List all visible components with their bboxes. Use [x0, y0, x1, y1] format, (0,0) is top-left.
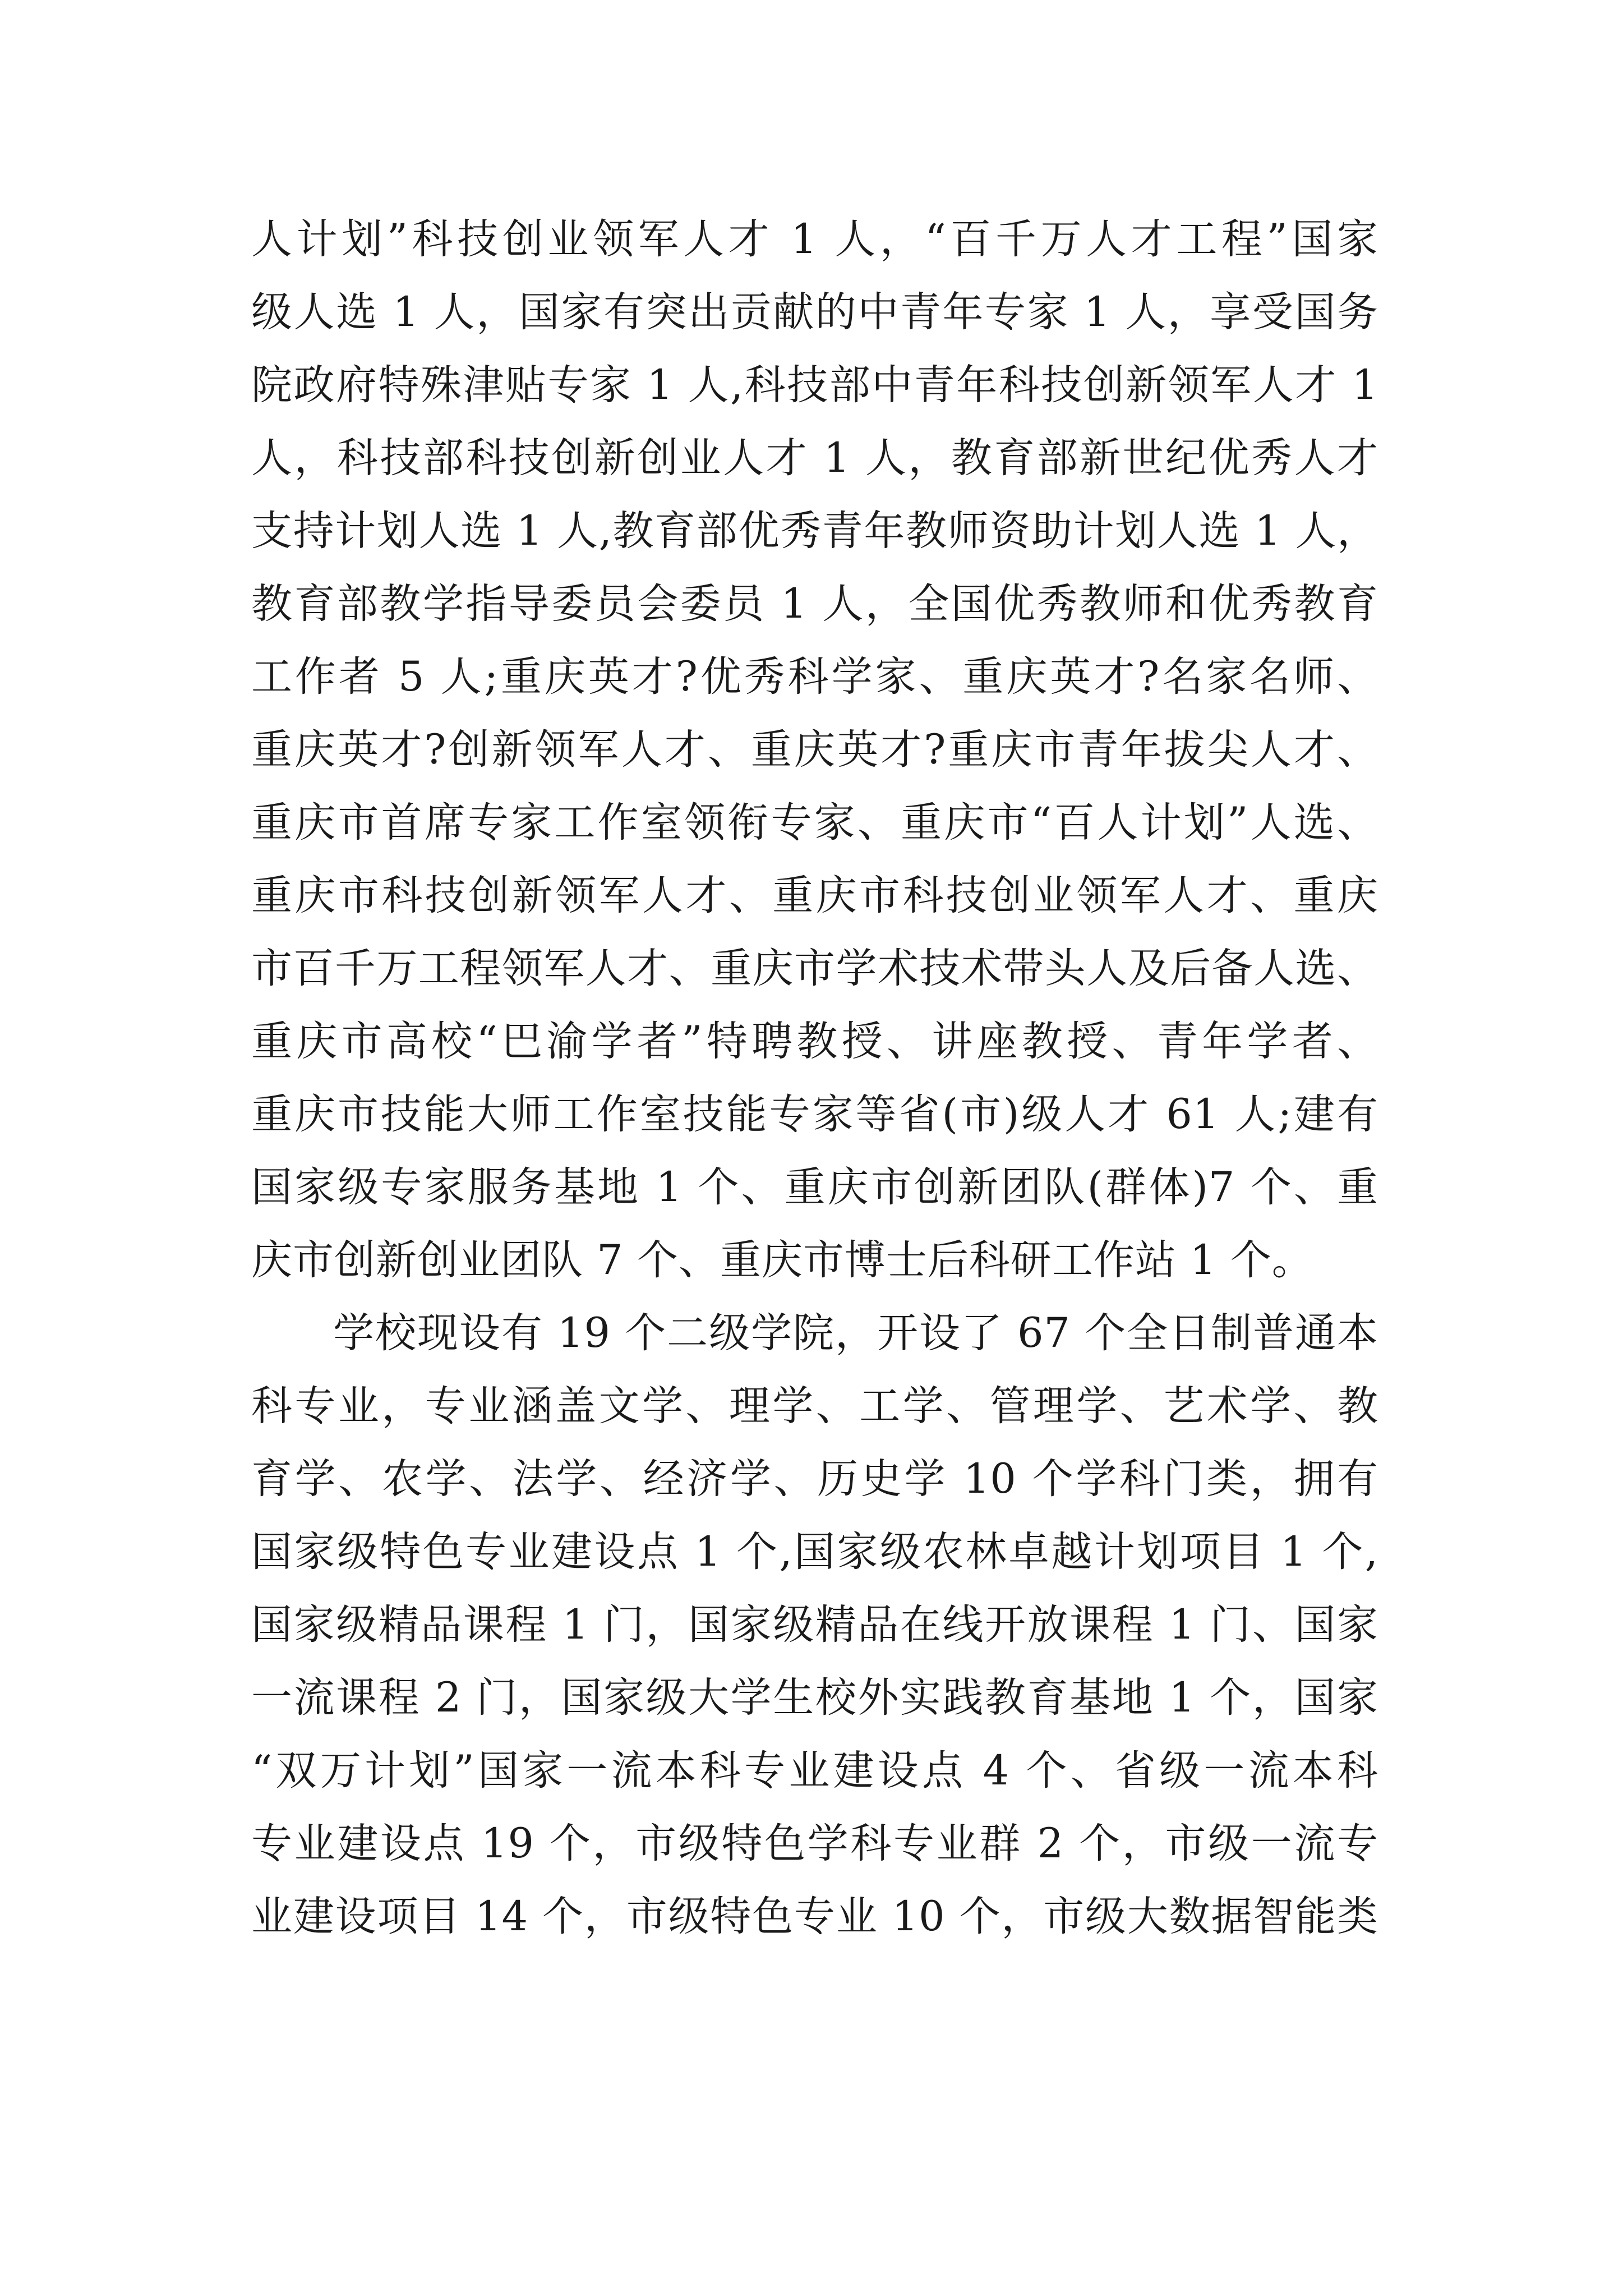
text-line: 工作者 5 人;重庆英才?优秀科学家、重庆英才?名家名师、 — [251, 653, 1378, 701]
text-line: 重庆市高校“巴渝学者”特聘教授、讲座教授、青年学者、 — [251, 1018, 1378, 1065]
text-line: 重庆市科技创新领军人才、重庆市科技创业领军人才、重庆 — [251, 872, 1378, 919]
body-text — [251, 203, 1378, 1953]
text-line: 重庆市技能大师工作室技能专家等省(市)级人才 61 人;建有 — [251, 1091, 1378, 1138]
text-line: 一流课程 2 门，国家级大学生校外实践教育基地 1 个，国家 — [251, 1674, 1378, 1722]
text-line: 支持计划人选 1 人,教育部优秀青年教师资助计划人选 1 人， — [251, 507, 1378, 555]
text-line: 人计划”科技创业领军人才 1 人，“百千万人才工程”国家 — [251, 215, 1378, 263]
text-line: “双万计划”国家一流本科专业建设点 4 个、省级一流本科 — [251, 1747, 1378, 1795]
text-line: 专业建设点 19 个，市级特色学科专业群 2 个，市级一流专 — [251, 1820, 1378, 1867]
text-line: 重庆市首席专家工作室领衔专家、重庆市“百人计划”人选、 — [251, 799, 1378, 846]
text-line: 育学、农学、法学、经济学、历史学 10 个学科门类，拥有 — [251, 1455, 1378, 1503]
text-line: 国家级精品课程 1 门，国家级精品在线开放课程 1 门、国家 — [251, 1601, 1378, 1649]
text-line: 人，科技部科技创新创业人才 1 人，教育部新世纪优秀人才 — [251, 434, 1378, 482]
paragraph-first-line: 学校现设有 19 个二级学院，开设了 67 个全日制普通本 — [333, 1309, 1378, 1357]
text-line: 庆市创新创业团队 7 个、重庆市博士后科研工作站 1 个。 — [251, 1236, 1313, 1284]
text-line: 国家级专家服务基地 1 个、重庆市创新团队(群体)7 个、重 — [251, 1163, 1378, 1211]
text-line: 院政府特殊津贴专家 1 人,科技部中青年科技创新领军人才 1 — [251, 361, 1378, 409]
text-line: 业建设项目 14 个，市级特色专业 10 个，市级大数据智能类 — [251, 1893, 1378, 1940]
text-line: 教育部教学指导委员会委员 1 人，全国优秀教师和优秀教育 — [251, 580, 1378, 628]
text-line: 市百千万工程领军人才、重庆市学术技术带头人及后备人选、 — [251, 945, 1378, 992]
text-line: 重庆英才?创新领军人才、重庆英才?重庆市青年拔尖人才、 — [251, 726, 1378, 774]
text-line: 科专业，专业涵盖文学、理学、工学、管理学、艺术学、教 — [251, 1382, 1378, 1430]
text-line: 国家级特色专业建设点 1 个,国家级农林卓越计划项目 1 个, — [251, 1528, 1378, 1576]
text-line: 级人选 1 人，国家有突出贡献的中青年专家 1 人，享受国务 — [251, 288, 1378, 336]
